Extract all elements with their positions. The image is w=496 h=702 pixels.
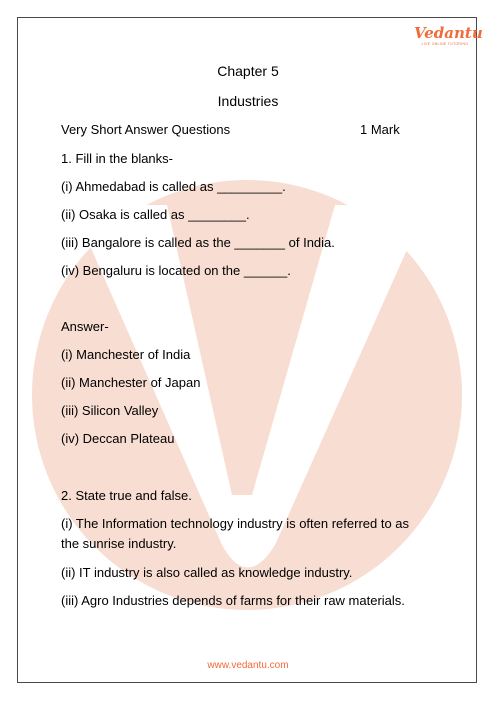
answer-item: (iii) Silicon Valley bbox=[61, 403, 159, 418]
page-title: Industries bbox=[217, 93, 279, 109]
logo-tagline: LIVE ONLINE TUTORING bbox=[421, 42, 469, 46]
answer-item: (i) Manchester of India bbox=[61, 347, 191, 362]
footer-link[interactable]: www.vedantu.com bbox=[207, 660, 289, 671]
question-1-item: (iv) Bengaluru is located on the ______. bbox=[61, 263, 291, 278]
question-2-item: (iii) Agro Industries depends of farms for their raw materials. bbox=[61, 593, 405, 608]
question-2-item: (ii) IT industry is also called as knowledge industry. bbox=[61, 565, 353, 580]
marks-label: 1 Mark bbox=[360, 122, 400, 137]
question-1-item: (ii) Osaka is called as ________. bbox=[61, 207, 250, 222]
question-2-heading: 2. State true and false. bbox=[61, 488, 192, 503]
question-2-item-continuation: the sunrise industry. bbox=[61, 536, 177, 551]
chapter-heading: Chapter 5 bbox=[217, 63, 279, 79]
question-1-item: (iii) Bangalore is called as the _______ of India. bbox=[61, 235, 335, 250]
section-label: Very Short Answer Questions bbox=[61, 122, 231, 137]
vedantu-logo bbox=[414, 24, 483, 55]
question-2-item: (i) The Information technology industry is often referred to as bbox=[61, 516, 410, 531]
answer-item: (iv) Deccan Plateau bbox=[61, 431, 175, 446]
logo-wordmark: Vedantu bbox=[414, 24, 483, 42]
answer-heading: Answer- bbox=[61, 319, 109, 334]
question-1-heading: 1. Fill in the blanks- bbox=[61, 151, 173, 166]
question-1-item: (i) Ahmedabad is called as _________. bbox=[61, 179, 286, 194]
answer-item: (ii) Manchester of Japan bbox=[61, 375, 201, 390]
